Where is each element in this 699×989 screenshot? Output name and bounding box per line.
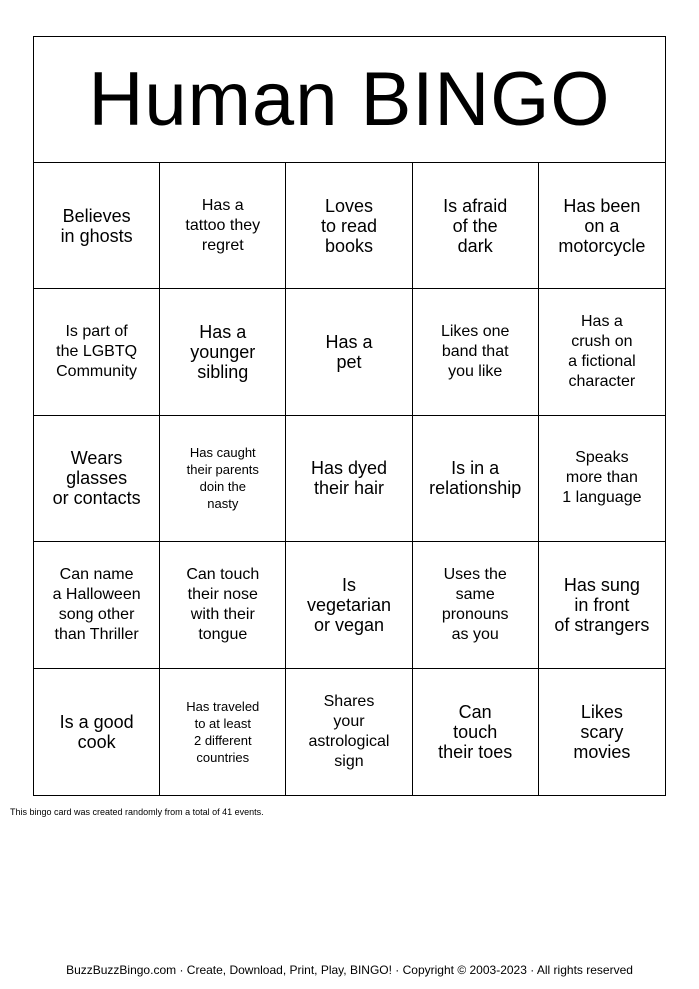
bingo-cell: Has traveled to at least 2 different countries	[160, 669, 286, 795]
bingo-cell: Has sung in front of strangers	[539, 542, 665, 668]
bingo-grid	[34, 163, 665, 795]
bingo-cell: Believes in ghosts	[34, 163, 160, 289]
title-header	[34, 37, 665, 163]
bingo-cell: Likes one band that you like	[413, 289, 539, 415]
bingo-cell: Uses the same pronouns as you	[413, 542, 539, 668]
footnote: This bingo card was created randomly from a total of 41 events.	[10, 807, 264, 817]
site-footer: BuzzBuzzBingo.com · Create, Download, Print, Play, BINGO! · Copyright © 2003-2023 · All rights reserved	[66, 963, 633, 977]
bingo-cell: Is a good cook	[34, 669, 160, 795]
bingo-card	[33, 36, 666, 796]
bingo-cell: Has been on a motorcycle	[539, 163, 665, 289]
bingo-cell: Speaks more than 1 language	[539, 416, 665, 542]
bingo-cell: Likes scary movies	[573, 701, 631, 762]
bingo-cell: Is afraid of the dark	[413, 163, 539, 289]
bingo-cell: Can name a Halloween song other than Thriller	[34, 542, 160, 668]
bingo-cell: Loves to read books	[286, 163, 412, 289]
bingo-cell: Has a tattoo they regret	[160, 163, 286, 289]
bingo-cell: Has a crush on a fictional character	[539, 289, 665, 415]
bingo-cell: Has caught their parents doin the nasty	[160, 416, 286, 542]
bingo-cell: Can touch their nose with their tongue	[160, 542, 286, 668]
bingo-cell: Shares your astrological sign	[286, 669, 412, 795]
bingo-cell: Is in a relationship	[413, 416, 539, 542]
bingo-cell: Is vegetarian or vegan	[286, 542, 412, 668]
bingo-cell: Has dyed their hair	[286, 416, 412, 542]
bingo-cell: Is part of the LGBTQ Community	[34, 289, 160, 415]
bingo-cell: Has a younger sibling	[160, 289, 286, 415]
bingo-cell: Has a pet	[286, 289, 412, 415]
bingo-cell: Wears glasses or contacts	[34, 416, 160, 542]
bingo-cell: Can touch their toes	[413, 669, 539, 795]
card-title: Human BINGO	[88, 56, 611, 142]
